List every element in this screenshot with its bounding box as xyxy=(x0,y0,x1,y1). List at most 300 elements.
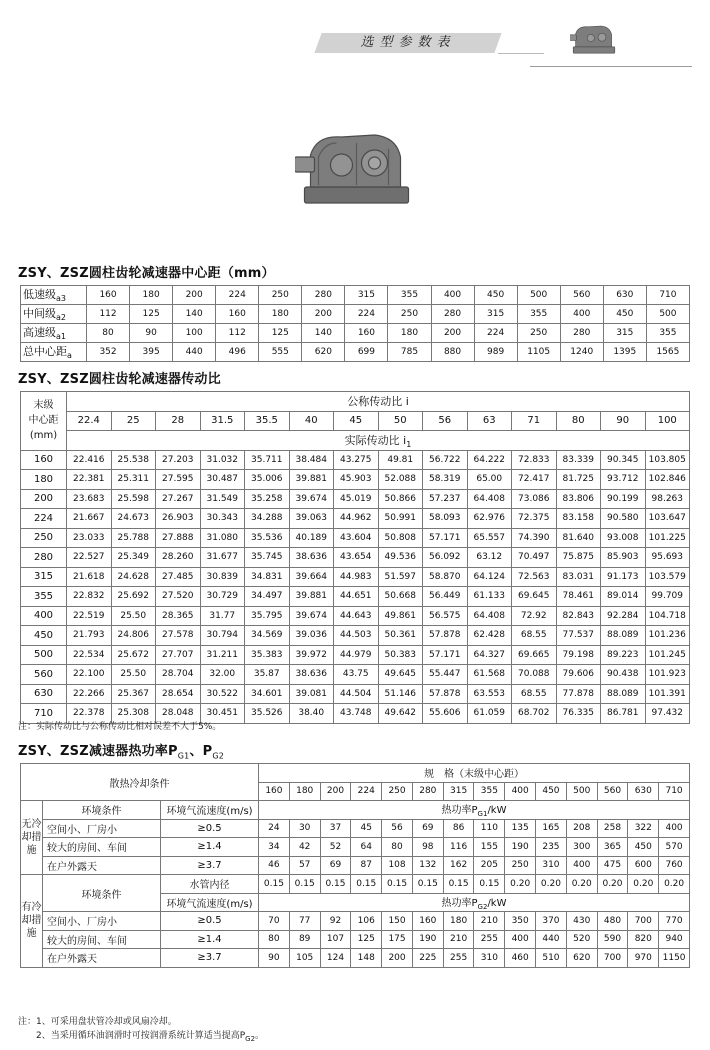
power-value: 970 xyxy=(628,949,659,968)
ratio-value: 22.266 xyxy=(67,684,112,704)
size-cell: 250 xyxy=(382,782,413,801)
size-cell: 200 xyxy=(320,782,351,801)
power-value: 400 xyxy=(659,819,690,838)
cell-value: 140 xyxy=(173,305,216,324)
actual-ratio-header xyxy=(67,431,690,451)
ratio-value: 86.781 xyxy=(601,704,646,724)
power-value: 64 xyxy=(351,838,382,857)
cell-value: 630 xyxy=(603,286,646,305)
row-label-text: 总中心距 xyxy=(23,345,67,359)
pipe-diameter-value: 0.15 xyxy=(351,875,382,894)
ratio-value: 101.391 xyxy=(645,684,690,704)
cell-value: 355 xyxy=(646,324,689,343)
ratio-value: 101.236 xyxy=(645,626,690,646)
ratio-value: 82.843 xyxy=(556,606,601,626)
table-row xyxy=(21,856,690,875)
air-speed-header: 环境气流速度(m/s) xyxy=(161,893,259,912)
ratio-value: 57.237 xyxy=(423,489,468,509)
power-value: 46 xyxy=(259,856,290,875)
ratio-value: 101.245 xyxy=(645,645,690,665)
ratio-value: 22.534 xyxy=(67,645,112,665)
center-distance-cell: 160 xyxy=(21,450,67,470)
table-row xyxy=(21,626,690,646)
ratio-value: 49.642 xyxy=(378,704,423,724)
pipe-diameter-header: 水管内径 xyxy=(161,875,259,894)
ratio-value: 63.553 xyxy=(467,684,512,704)
cell-value: 280 xyxy=(431,305,474,324)
power-header xyxy=(259,893,690,912)
power-value: 570 xyxy=(659,838,690,857)
table-row xyxy=(21,684,690,704)
cell-value: 620 xyxy=(302,343,345,362)
ratio-value: 39.674 xyxy=(289,606,334,626)
ratio-value: 25.50 xyxy=(111,606,156,626)
ratio-value: 27.578 xyxy=(156,626,201,646)
ratio-cell: 63 xyxy=(467,411,512,431)
cell-value: 315 xyxy=(474,305,517,324)
center-distance-cell: 224 xyxy=(21,509,67,529)
cell-value: 1240 xyxy=(560,343,603,362)
gear-reducer-photo xyxy=(295,125,418,210)
ratio-note: 注：实际传动比与公称传动比相对误差不大于5%。 xyxy=(18,722,222,732)
ratio-value: 57.878 xyxy=(423,626,468,646)
cell-value: 200 xyxy=(173,286,216,305)
ratio-value: 35.526 xyxy=(245,704,290,724)
cell-value: 352 xyxy=(87,343,130,362)
center-distance-cell: 200 xyxy=(21,489,67,509)
power-value: 89 xyxy=(289,930,320,949)
cell-value: 450 xyxy=(603,305,646,324)
ratio-value: 77.878 xyxy=(556,684,601,704)
power-value: 56 xyxy=(382,819,413,838)
ratio-value: 50.808 xyxy=(378,528,423,548)
ratio-value: 34.288 xyxy=(245,509,290,529)
ratio-value: 34.601 xyxy=(245,684,290,704)
ratio-value: 55.447 xyxy=(423,665,468,685)
transmission-ratio-table xyxy=(20,391,690,724)
pipe-diameter-value: 0.20 xyxy=(659,875,690,894)
corner-line: (mm) xyxy=(29,430,58,442)
thermal-note-2-end: 。 xyxy=(255,1031,265,1041)
ratio-value: 56.575 xyxy=(423,606,468,626)
power-header-text: 热功率P xyxy=(441,805,478,817)
ratio-value: 38.40 xyxy=(289,704,334,724)
power-value: 52 xyxy=(320,838,351,857)
power-value: 300 xyxy=(566,838,597,857)
power-value: 190 xyxy=(505,838,536,857)
ratio-value: 103.805 xyxy=(645,450,690,470)
cell-value: 200 xyxy=(431,324,474,343)
ratio-value: 39.081 xyxy=(289,684,334,704)
size-cell: 280 xyxy=(412,782,443,801)
ratio-value: 22.527 xyxy=(67,548,112,568)
cell-value: 440 xyxy=(173,343,216,362)
ratio-value: 64.408 xyxy=(467,489,512,509)
ratio-value: 72.417 xyxy=(512,470,557,490)
table-row xyxy=(21,470,690,490)
power-header-sub: G1 xyxy=(477,810,488,819)
ratio-value: 44.962 xyxy=(334,509,379,529)
size-cell: 630 xyxy=(628,782,659,801)
ratio-value: 27.888 xyxy=(156,528,201,548)
cell-value: 989 xyxy=(474,343,517,362)
page-title: 选型参数表 xyxy=(360,35,456,50)
cell-value: 699 xyxy=(345,343,388,362)
ratio-value: 25.598 xyxy=(111,489,156,509)
ratio-value: 83.806 xyxy=(556,489,601,509)
power-value: 162 xyxy=(443,856,474,875)
power-value: 180 xyxy=(443,912,474,931)
ratio-cell: 50 xyxy=(378,411,423,431)
table-row xyxy=(21,949,690,968)
table-row xyxy=(21,912,690,931)
ratio-value: 101.225 xyxy=(645,528,690,548)
power-value: 148 xyxy=(351,949,382,968)
power-value: 69 xyxy=(412,819,443,838)
ratio-value: 62.976 xyxy=(467,509,512,529)
power-value: 430 xyxy=(566,912,597,931)
ratio-value: 68.55 xyxy=(512,684,557,704)
cell-value: 355 xyxy=(388,286,431,305)
row-label xyxy=(21,305,87,324)
size-cell: 160 xyxy=(259,782,290,801)
cell-value: 180 xyxy=(259,305,302,324)
cell-value: 1395 xyxy=(603,343,646,362)
ratio-value: 31.032 xyxy=(200,450,245,470)
ratio-value: 43.75 xyxy=(334,665,379,685)
ratio-value: 30.794 xyxy=(200,626,245,646)
ratio-value: 39.972 xyxy=(289,645,334,665)
ratio-value: 56.722 xyxy=(423,450,468,470)
power-value: 255 xyxy=(474,930,505,949)
env-condition-cell: 较大的房间、车间 xyxy=(43,838,161,857)
table-row xyxy=(21,548,690,568)
ratio-value: 39.063 xyxy=(289,509,334,529)
power-value: 310 xyxy=(536,856,567,875)
power-value: 210 xyxy=(474,912,505,931)
power-value: 87 xyxy=(351,856,382,875)
pipe-diameter-value: 0.15 xyxy=(259,875,290,894)
env-header: 环境条件 xyxy=(43,875,161,912)
ratio-value: 31.77 xyxy=(200,606,245,626)
ratio-value: 25.308 xyxy=(111,704,156,724)
ratio-cell: 45 xyxy=(334,411,379,431)
spec-header: 规 格（末级中心距） xyxy=(259,764,690,783)
ratio-value: 22.381 xyxy=(67,470,112,490)
ratio-cell: 25 xyxy=(111,411,156,431)
table-row xyxy=(21,528,690,548)
thermal-note-2 xyxy=(18,1028,264,1043)
ratio-value: 22.832 xyxy=(67,587,112,607)
power-value: 165 xyxy=(536,819,567,838)
ratio-value: 89.223 xyxy=(601,645,646,665)
header-row xyxy=(21,392,690,412)
ratio-value: 68.702 xyxy=(512,704,557,724)
ratio-value: 50.361 xyxy=(378,626,423,646)
thermal-title-sub2: G2 xyxy=(212,751,225,761)
power-value: 190 xyxy=(412,930,443,949)
ratio-value: 76.335 xyxy=(556,704,601,724)
ratio-value: 23.683 xyxy=(67,489,112,509)
power-value: 98 xyxy=(412,838,443,857)
corner-line: 中心距 xyxy=(28,415,59,427)
row-label-text: 高速级 xyxy=(23,326,56,340)
ratio-cell: 40 xyxy=(289,411,334,431)
ratio-value: 27.485 xyxy=(156,567,201,587)
power-value: 210 xyxy=(443,930,474,949)
cell-value: 710 xyxy=(646,286,689,305)
pipe-diameter-value: 0.15 xyxy=(443,875,474,894)
pipe-diameter-value: 0.20 xyxy=(505,875,536,894)
power-value: 125 xyxy=(351,930,382,949)
ratio-value: 102.846 xyxy=(645,470,690,490)
ratio-value: 21.793 xyxy=(67,626,112,646)
nominal-ratio-header: 公称传动比 i xyxy=(67,392,690,412)
header-divider xyxy=(498,53,544,54)
ratio-value: 90.345 xyxy=(601,450,646,470)
cell-value: 880 xyxy=(431,343,474,362)
ratio-value: 98.263 xyxy=(645,489,690,509)
size-cell: 400 xyxy=(505,782,536,801)
ratio-value: 26.903 xyxy=(156,509,201,529)
ratio-value: 65.00 xyxy=(467,470,512,490)
env-header: 环境条件 xyxy=(43,801,161,820)
ratio-value: 104.718 xyxy=(645,606,690,626)
center-distance-cell: 400 xyxy=(21,606,67,626)
ratio-value: 88.089 xyxy=(601,626,646,646)
ratio-value: 57.171 xyxy=(423,528,468,548)
air-speed-header: 环境气流速度(m/s) xyxy=(161,801,259,820)
ratio-cell: 22.4 xyxy=(67,411,112,431)
power-value: 480 xyxy=(597,912,628,931)
ratio-value: 27.203 xyxy=(156,450,201,470)
power-value: 250 xyxy=(505,856,536,875)
cell-value: 112 xyxy=(216,324,259,343)
power-value: 135 xyxy=(505,819,536,838)
ratio-value: 34.497 xyxy=(245,587,290,607)
ratio-value: 95.693 xyxy=(645,548,690,568)
ratio-value: 23.033 xyxy=(67,528,112,548)
cell-value: 250 xyxy=(388,305,431,324)
power-value: 107 xyxy=(320,930,351,949)
ratio-value: 72.833 xyxy=(512,450,557,470)
air-speed-cell: ≥1.4 xyxy=(161,838,259,857)
section-title-ratio: ZSY、ZSZ圆柱齿轮减速器传动比 xyxy=(18,372,221,387)
ratio-value: 49.536 xyxy=(378,548,423,568)
ratio-value: 35.536 xyxy=(245,528,290,548)
ratio-header-row xyxy=(21,411,690,431)
power-value: 155 xyxy=(474,838,505,857)
ratio-value: 31.677 xyxy=(200,548,245,568)
power-header-sub: G2 xyxy=(477,902,488,911)
power-value: 208 xyxy=(566,819,597,838)
power-value: 770 xyxy=(659,912,690,931)
ratio-value: 63.12 xyxy=(467,548,512,568)
power-value: 365 xyxy=(597,838,628,857)
power-value: 620 xyxy=(566,949,597,968)
ratio-value: 64.222 xyxy=(467,450,512,470)
ratio-value: 35.711 xyxy=(245,450,290,470)
center-distance-cell: 355 xyxy=(21,587,67,607)
ratio-value: 61.133 xyxy=(467,587,512,607)
gear-reducer-thumbnail-icon xyxy=(570,22,618,56)
pipe-diameter-value: 0.20 xyxy=(566,875,597,894)
row-label xyxy=(21,343,87,362)
pipe-diameter-value: 0.20 xyxy=(597,875,628,894)
ratio-value: 70.497 xyxy=(512,548,557,568)
cooling-condition-header: 散热冷却条件 xyxy=(21,764,259,801)
power-value: 124 xyxy=(320,949,351,968)
group1-header-row xyxy=(21,801,690,820)
size-cell: 450 xyxy=(536,782,567,801)
ratio-value: 35.006 xyxy=(245,470,290,490)
power-header-text: 热功率P xyxy=(441,897,478,909)
cell-value: 100 xyxy=(173,324,216,343)
ratio-value: 28.654 xyxy=(156,684,201,704)
table-row xyxy=(21,665,690,685)
ratio-value: 31.211 xyxy=(200,645,245,665)
ratio-value: 73.086 xyxy=(512,489,557,509)
power-value: 200 xyxy=(382,949,413,968)
ratio-value: 32.00 xyxy=(200,665,245,685)
power-value: 80 xyxy=(259,930,290,949)
cell-value: 125 xyxy=(259,324,302,343)
ratio-value: 51.597 xyxy=(378,567,423,587)
ratio-value: 27.267 xyxy=(156,489,201,509)
pipe-diameter-value: 0.20 xyxy=(536,875,567,894)
ratio-value: 61.568 xyxy=(467,665,512,685)
cell-value: 280 xyxy=(302,286,345,305)
ratio-value: 31.549 xyxy=(200,489,245,509)
header-row xyxy=(21,764,690,783)
ratio-value: 39.036 xyxy=(289,626,334,646)
cell-value: 160 xyxy=(87,286,130,305)
table-row xyxy=(21,930,690,949)
power-value: 440 xyxy=(536,930,567,949)
cell-value: 315 xyxy=(345,286,388,305)
size-cell: 710 xyxy=(659,782,690,801)
ratio-value: 58.870 xyxy=(423,567,468,587)
ratio-value: 101.923 xyxy=(645,665,690,685)
cell-value: 224 xyxy=(345,305,388,324)
power-value: 86 xyxy=(443,819,474,838)
cell-value: 450 xyxy=(474,286,517,305)
ratio-value: 64.327 xyxy=(467,645,512,665)
ratio-cell: 100 xyxy=(645,411,690,431)
power-value: 510 xyxy=(536,949,567,968)
table-row xyxy=(21,645,690,665)
table-row xyxy=(21,305,690,324)
ratio-value: 99.709 xyxy=(645,587,690,607)
air-speed-cell: ≥3.7 xyxy=(161,949,259,968)
ratio-value: 24.806 xyxy=(111,626,156,646)
ratio-value: 28.704 xyxy=(156,665,201,685)
ratio-value: 30.451 xyxy=(200,704,245,724)
ratio-value: 93.712 xyxy=(601,470,646,490)
power-value: 30 xyxy=(289,819,320,838)
ratio-value: 69.645 xyxy=(512,587,557,607)
table-row xyxy=(21,567,690,587)
table-row xyxy=(21,324,690,343)
size-cell: 224 xyxy=(351,782,382,801)
cell-value: 400 xyxy=(431,286,474,305)
ratio-cell: 90 xyxy=(601,411,646,431)
cell-value: 1105 xyxy=(517,343,560,362)
pipe-diameter-value: 0.15 xyxy=(474,875,505,894)
thermal-power-table xyxy=(20,763,690,968)
ratio-value: 28.048 xyxy=(156,704,201,724)
cell-value: 160 xyxy=(216,305,259,324)
section-title-center-distance: ZSY、ZSZ圆柱齿轮减速器中心距（mm） xyxy=(18,266,275,281)
ratio-value: 25.788 xyxy=(111,528,156,548)
ratio-value: 43.654 xyxy=(334,548,379,568)
env-condition-cell: 空间小、厂房小 xyxy=(43,912,161,931)
ratio-value: 93.008 xyxy=(601,528,646,548)
ratio-value: 35.745 xyxy=(245,548,290,568)
power-value: 24 xyxy=(259,819,290,838)
center-distance-cell: 250 xyxy=(21,528,67,548)
thermal-note-1: 注：1、可采用盘状管冷却或风扇冷却。 xyxy=(18,1017,177,1027)
ratio-value: 68.55 xyxy=(512,626,557,646)
power-value: 80 xyxy=(382,838,413,857)
power-value: 225 xyxy=(412,949,443,968)
power-value: 760 xyxy=(659,856,690,875)
ratio-value: 49.861 xyxy=(378,606,423,626)
ratio-value: 34.569 xyxy=(245,626,290,646)
power-value: 175 xyxy=(382,930,413,949)
ratio-cell: 80 xyxy=(556,411,601,431)
cell-value: 500 xyxy=(517,286,560,305)
center-distance-cell: 280 xyxy=(21,548,67,568)
ratio-value: 79.198 xyxy=(556,645,601,665)
power-value: 110 xyxy=(474,819,505,838)
ratio-value: 50.866 xyxy=(378,489,423,509)
ratio-value: 38.636 xyxy=(289,548,334,568)
ratio-value: 43.275 xyxy=(334,450,379,470)
power-value: 700 xyxy=(597,949,628,968)
power-value: 205 xyxy=(474,856,505,875)
ratio-value: 28.260 xyxy=(156,548,201,568)
cell-value: 200 xyxy=(302,305,345,324)
ratio-value: 75.875 xyxy=(556,548,601,568)
table-row xyxy=(21,587,690,607)
ratio-value: 50.668 xyxy=(378,587,423,607)
row-label xyxy=(21,286,87,305)
power-value: 45 xyxy=(351,819,382,838)
ratio-value: 35.383 xyxy=(245,645,290,665)
power-value: 940 xyxy=(659,930,690,949)
row-label-sub: a xyxy=(67,351,72,361)
ratio-value: 83.031 xyxy=(556,567,601,587)
ratio-value: 64.408 xyxy=(467,606,512,626)
ratio-value: 30.729 xyxy=(200,587,245,607)
ratio-value: 22.378 xyxy=(67,704,112,724)
power-value: 400 xyxy=(505,930,536,949)
ratio-value: 57.171 xyxy=(423,645,468,665)
power-value: 150 xyxy=(382,912,413,931)
size-cell: 180 xyxy=(289,782,320,801)
air-speed-cell: ≥0.5 xyxy=(161,819,259,838)
ratio-value: 38.636 xyxy=(289,665,334,685)
ratio-value: 72.92 xyxy=(512,606,557,626)
ratio-value: 43.748 xyxy=(334,704,379,724)
ratio-value: 22.100 xyxy=(67,665,112,685)
power-value: 57 xyxy=(289,856,320,875)
power-value: 90 xyxy=(259,949,290,968)
ratio-value: 85.903 xyxy=(601,548,646,568)
ratio-value: 25.311 xyxy=(111,470,156,490)
thermal-note-2-text: 2、当采用循环油润滑时可按润滑系统计算适当提高P xyxy=(18,1031,246,1041)
